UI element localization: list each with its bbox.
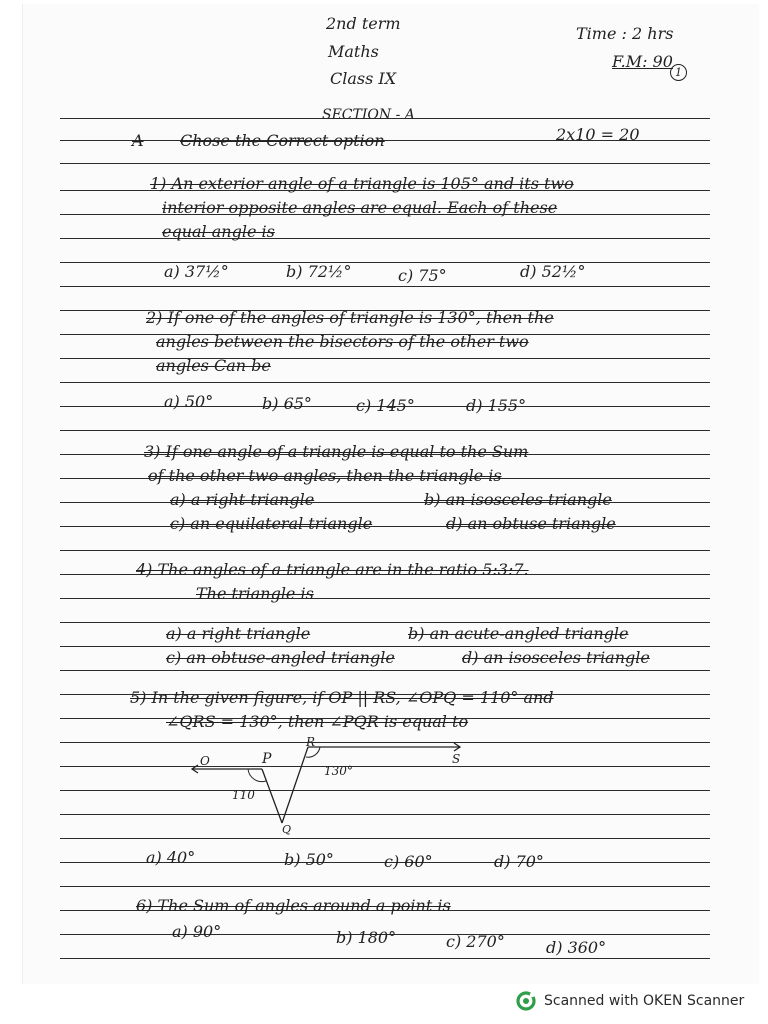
option-c: c) 60° — [384, 852, 433, 871]
option-c: c) 75° — [398, 266, 447, 285]
question-line: 1) An exterior angle of a triangle is 105° and its two — [150, 174, 574, 193]
question-line: angles Can be — [156, 356, 271, 375]
option-d: d) 70° — [494, 852, 544, 871]
option-b: b) an acute-angled triangle — [408, 624, 629, 643]
question-line: angles between the bisectors of the other two — [156, 332, 529, 351]
section-marks: 2x10 = 20 — [556, 125, 640, 144]
ruled-line — [60, 286, 710, 287]
ruled-line — [60, 238, 710, 239]
option-d: d) 360° — [546, 938, 607, 957]
full-marks: F.M: 90 — [612, 52, 673, 71]
segment-qr — [282, 747, 308, 823]
option-a: a) a right triangle — [166, 624, 311, 643]
option-b: b) 50° — [284, 850, 334, 869]
option-a: a) a right triangle — [170, 490, 315, 509]
option-a: a) 90° — [172, 922, 222, 941]
instruction-number: A — [132, 131, 144, 150]
question-line: 5) In the given figure, if OP || RS, ∠OPQ = 110° and — [130, 688, 554, 707]
question-line: 4) The angles of a triangle are in the ratio 5:3:7. — [136, 560, 529, 579]
question-line: equal angle is — [162, 222, 275, 241]
question-line: 3) If one angle of a triangle is equal to the Sum — [144, 442, 529, 461]
scanner-watermark-text: Scanned with OKEN Scanner — [544, 993, 745, 1009]
option-c: c) an obtuse-angled triangle — [166, 648, 395, 667]
label-s: S — [452, 752, 461, 766]
option-c: c) 270° — [446, 932, 505, 951]
ruled-line — [60, 886, 710, 887]
option-b: b) 180° — [336, 928, 397, 947]
ruled-line — [60, 502, 710, 503]
angle-label-p: 110 — [232, 788, 255, 802]
ruled-line — [60, 550, 710, 551]
label-q: Q — [282, 823, 292, 835]
exam-subject: Maths — [328, 42, 379, 61]
option-d: d) 155° — [466, 396, 527, 415]
ruled-line — [60, 670, 710, 671]
label-r: R — [306, 735, 316, 749]
question-line: interior opposite angles are equal. Each of these — [162, 198, 558, 217]
exam-class: Class IX — [330, 69, 397, 88]
option-c: c) an equilateral triangle — [170, 514, 373, 533]
angle-label-r: 130° — [324, 764, 353, 778]
option-d: d) 52½° — [520, 262, 586, 281]
ruled-line — [60, 163, 710, 164]
label-o: O — [200, 754, 210, 768]
scanned-page — [22, 4, 759, 984]
ruled-line — [60, 598, 710, 599]
option-b: b) 65° — [262, 394, 312, 413]
exam-term: 2nd term — [326, 14, 401, 33]
segment-pq — [262, 769, 282, 823]
ruled-line — [60, 622, 710, 623]
option-b: b) an isosceles triangle — [424, 490, 612, 509]
oken-scanner-logo-icon — [516, 991, 536, 1011]
exam-time: Time : 2 hrs — [576, 24, 674, 43]
question-line: of the other two angles, then the triangle is — [148, 466, 502, 485]
option-a: a) 50° — [164, 392, 214, 411]
option-c: c) 145° — [356, 396, 415, 415]
label-p: P — [262, 751, 272, 767]
ruled-line — [60, 262, 710, 263]
ruled-line — [60, 430, 710, 431]
option-d: d) an isosceles triangle — [462, 648, 650, 667]
question-line: The triangle is — [196, 584, 314, 603]
scanner-watermark — [516, 990, 744, 1012]
option-a: a) 40° — [146, 848, 196, 867]
question-line: 6) The Sum of angles around a point is — [136, 896, 451, 915]
question-line: 2) If one of the angles of triangle is 130°, then the — [146, 308, 554, 327]
option-d: d) an obtuse triangle — [446, 514, 616, 533]
option-a: a) 37½° — [164, 262, 229, 281]
option-b: b) 72½° — [286, 262, 352, 281]
page-number: 1 — [670, 64, 687, 81]
instruction-text: Chose the Correct option — [180, 131, 385, 150]
question-line: ∠QRS = 130°, then ∠PQR is equal to — [166, 712, 469, 731]
geometry-figure — [170, 735, 480, 835]
ruled-line — [60, 958, 710, 959]
section-title: SECTION - A — [322, 107, 415, 123]
ruled-line — [60, 646, 710, 647]
ruled-line — [60, 382, 710, 383]
ruled-line — [60, 838, 710, 839]
